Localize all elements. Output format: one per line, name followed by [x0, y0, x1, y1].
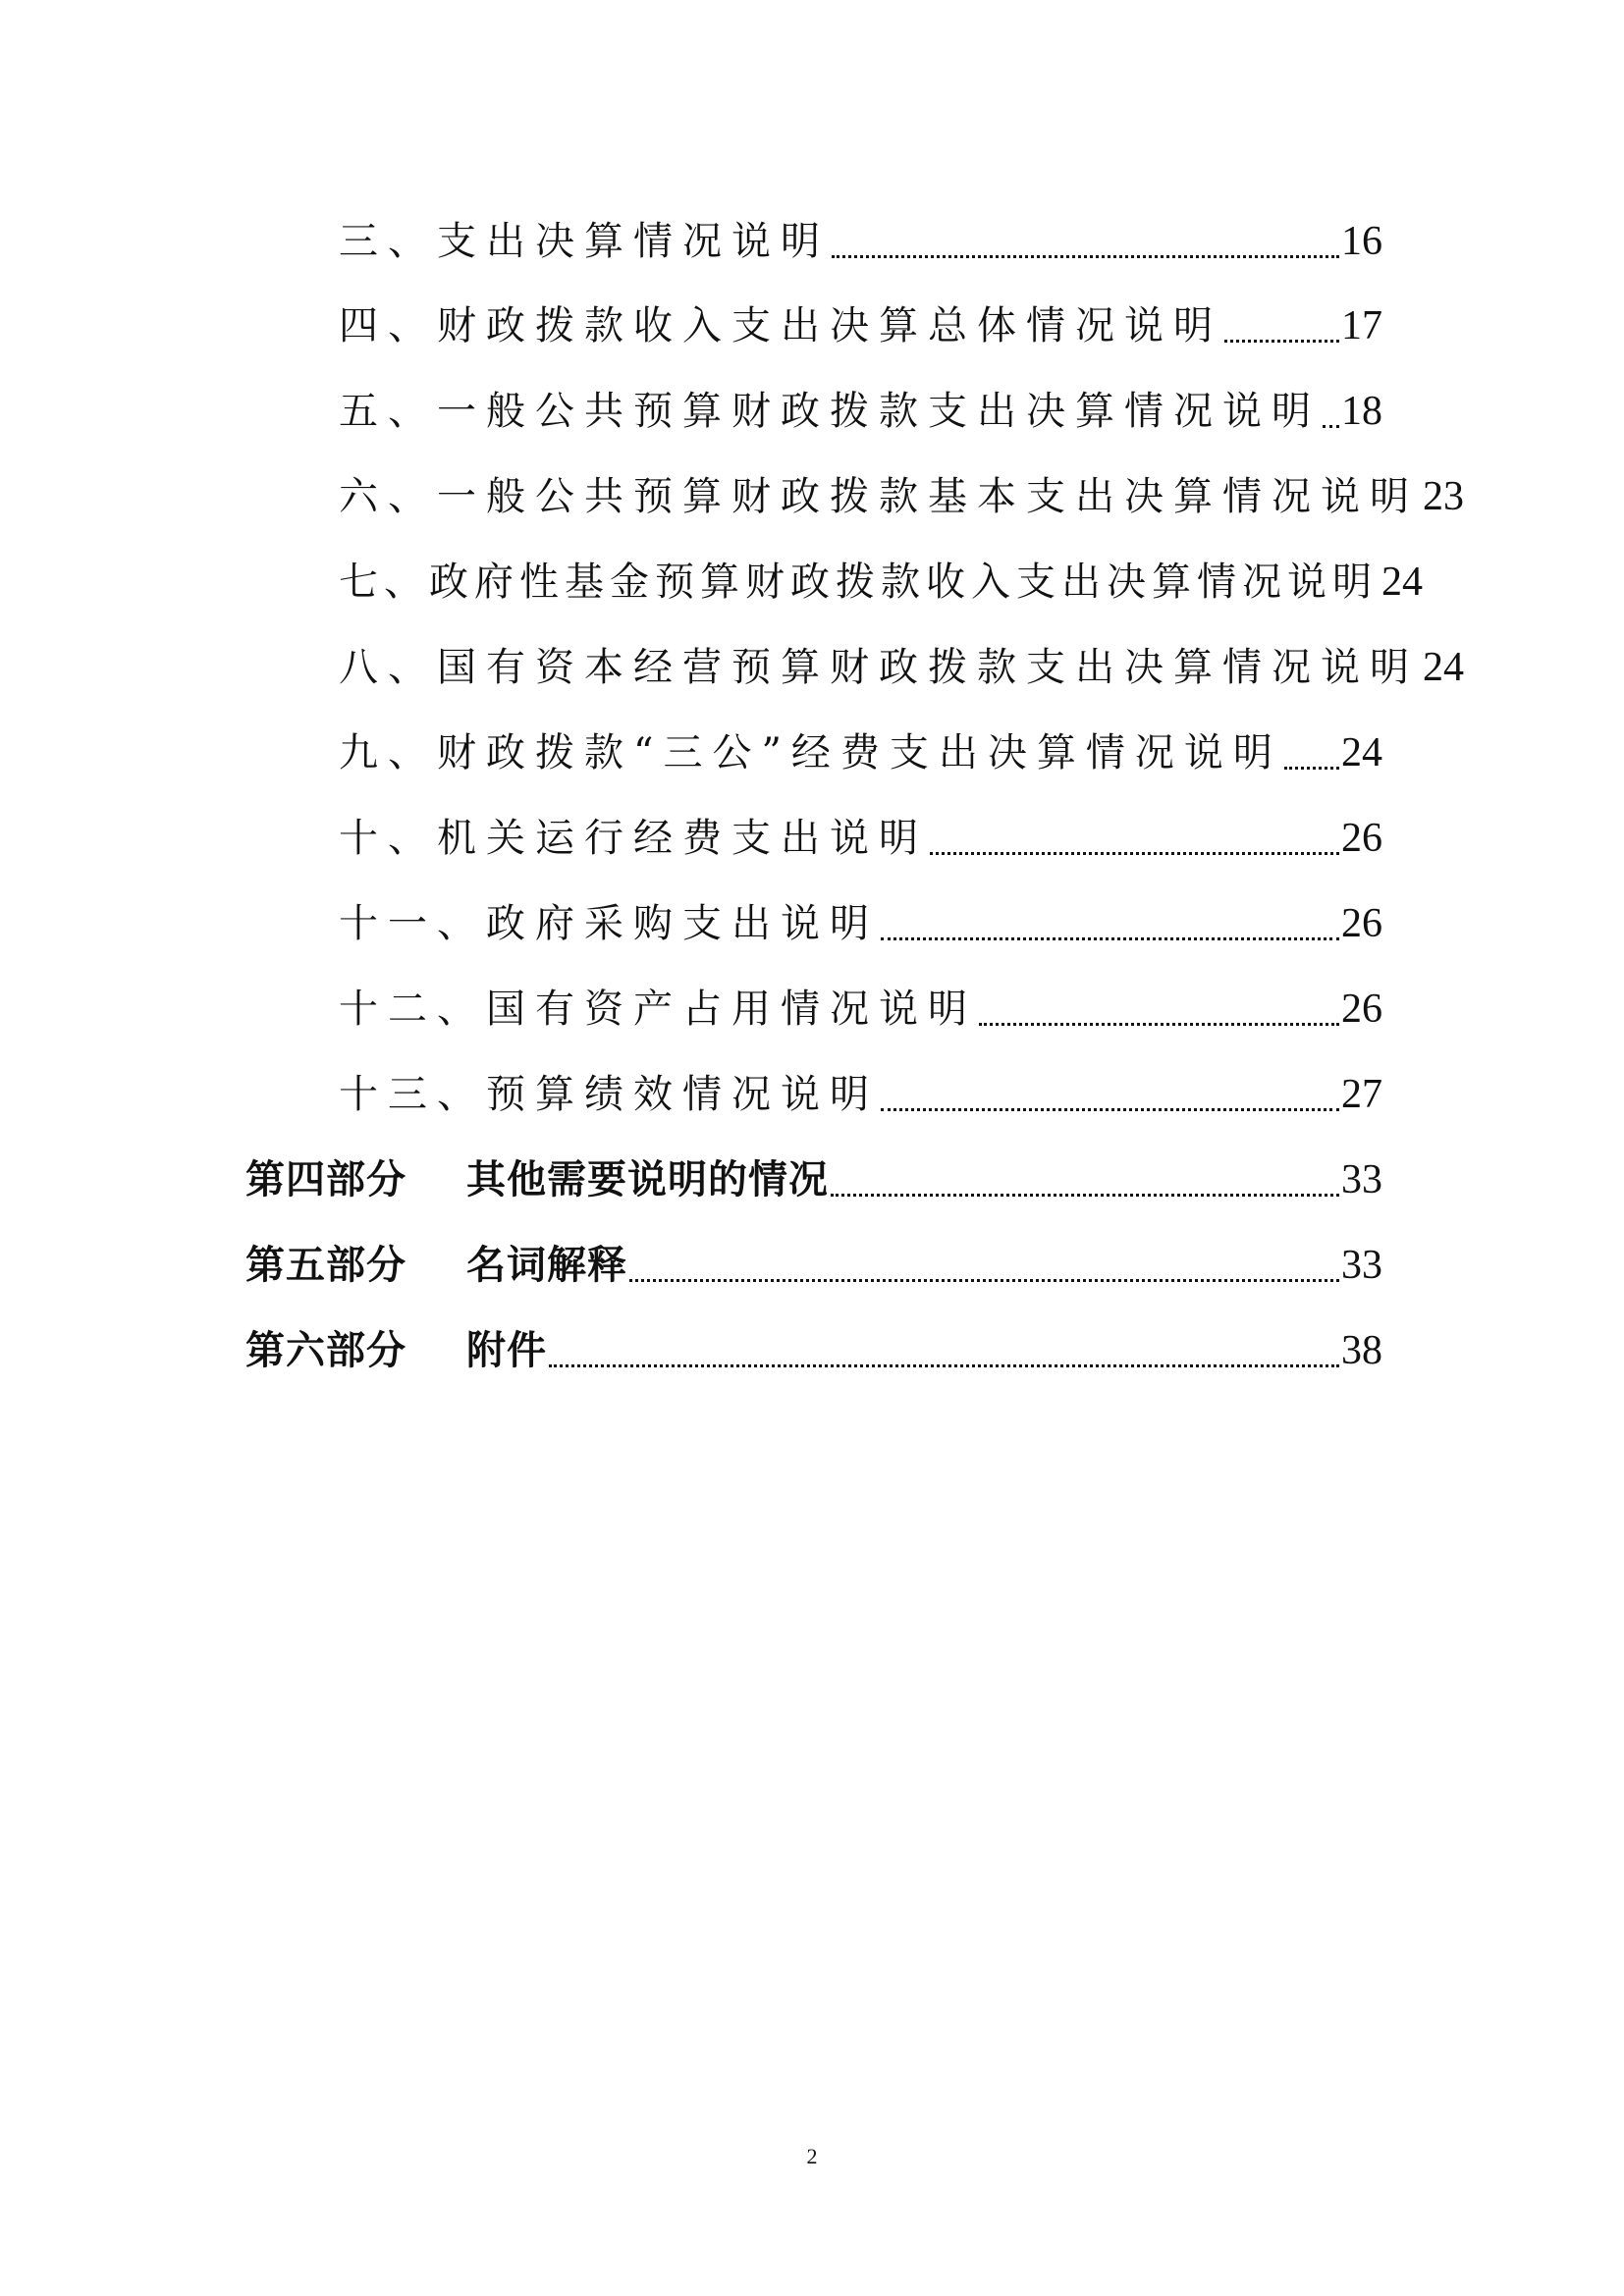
dot-leader	[979, 1023, 1339, 1026]
toc-entry-page: 33	[1341, 1157, 1382, 1202]
toc-part-label: 第四部分	[245, 1157, 406, 1202]
toc-entry-page: 24	[1341, 730, 1382, 775]
toc-entry-page: 26	[1341, 816, 1382, 861]
toc-part-heading	[245, 1150, 829, 1209]
toc-entry-title: 七、政府性基金预算财政拨款收入支出决算情况说明	[339, 560, 1378, 605]
toc-entry-12[interactable]	[339, 980, 1382, 1039]
toc-entry-title: 八、国有资本经营预算财政拨款支出决算情况说明	[339, 645, 1419, 690]
toc-entry-10[interactable]	[339, 809, 1382, 868]
toc-part-heading	[245, 1321, 547, 1380]
toc-entry-8[interactable]	[339, 638, 1464, 697]
toc-entry-3[interactable]	[339, 212, 1382, 271]
toc-entry-page: 18	[1341, 389, 1382, 434]
toc-part-title: 附件	[466, 1328, 547, 1373]
toc-entry-page: 17	[1341, 303, 1382, 348]
dot-leader	[1284, 767, 1339, 770]
toc-entry-page: 27	[1341, 1072, 1382, 1117]
toc-entry-11[interactable]	[339, 894, 1382, 953]
toc-part-4[interactable]	[245, 1150, 1382, 1209]
toc-entry-title: 十、机关运行经费支出说明	[339, 816, 928, 861]
toc-part-6[interactable]	[245, 1321, 1382, 1380]
toc-entry-5[interactable]	[339, 382, 1382, 441]
toc-part-label: 第五部分	[245, 1243, 406, 1288]
toc-entry-title: 五、一般公共预算财政拨款支出决算情况说明	[339, 389, 1321, 434]
toc-entry-page: 26	[1341, 901, 1382, 946]
page-number: 2	[806, 2144, 818, 2168]
toc-part-5[interactable]	[245, 1236, 1382, 1295]
dot-leader	[1323, 425, 1339, 428]
toc-part-title: 名词解释	[466, 1243, 627, 1288]
toc-entry-page: 38	[1341, 1328, 1382, 1373]
toc-entry-page: 24	[1381, 560, 1423, 605]
toc-entry-6[interactable]	[339, 467, 1464, 526]
dot-leader	[629, 1279, 1339, 1282]
toc-entry-page: 23	[1423, 474, 1464, 519]
toc-entry-page: 26	[1341, 987, 1382, 1032]
toc-entry-title: 九、财政拨款“三公”经费支出决算情况说明	[339, 730, 1282, 775]
toc-part-label: 第六部分	[245, 1328, 406, 1373]
toc-entry-4[interactable]	[339, 296, 1382, 355]
dot-leader	[549, 1364, 1339, 1367]
dot-leader	[1224, 340, 1339, 343]
toc-entry-9[interactable]	[339, 723, 1382, 782]
dot-leader	[881, 937, 1339, 940]
toc-part-heading	[245, 1236, 627, 1295]
toc-entry-7[interactable]	[339, 553, 1423, 612]
toc-entry-title: 三、支出决算情况说明	[339, 219, 830, 264]
toc-entry-title: 四、财政拨款收入支出决算总体情况说明	[339, 303, 1222, 348]
toc-entry-title: 十三、预算绩效情况说明	[339, 1072, 879, 1117]
toc-entry-title: 六、一般公共预算财政拨款基本支出决算情况说明	[339, 474, 1419, 519]
dot-leader	[930, 852, 1339, 855]
dot-leader	[831, 1194, 1339, 1197]
toc-part-title: 其他需要说明的情况	[466, 1157, 829, 1202]
toc-entry-page: 24	[1423, 645, 1464, 690]
toc-entry-page: 33	[1341, 1243, 1382, 1288]
toc-entry-title: 十一、政府采购支出说明	[339, 901, 879, 946]
dot-leader	[881, 1108, 1339, 1111]
dot-leader	[832, 255, 1339, 258]
toc-entry-title: 十二、国有资产占用情况说明	[339, 987, 977, 1032]
toc-entry-13[interactable]	[339, 1065, 1382, 1124]
toc-entry-page: 16	[1341, 219, 1382, 264]
